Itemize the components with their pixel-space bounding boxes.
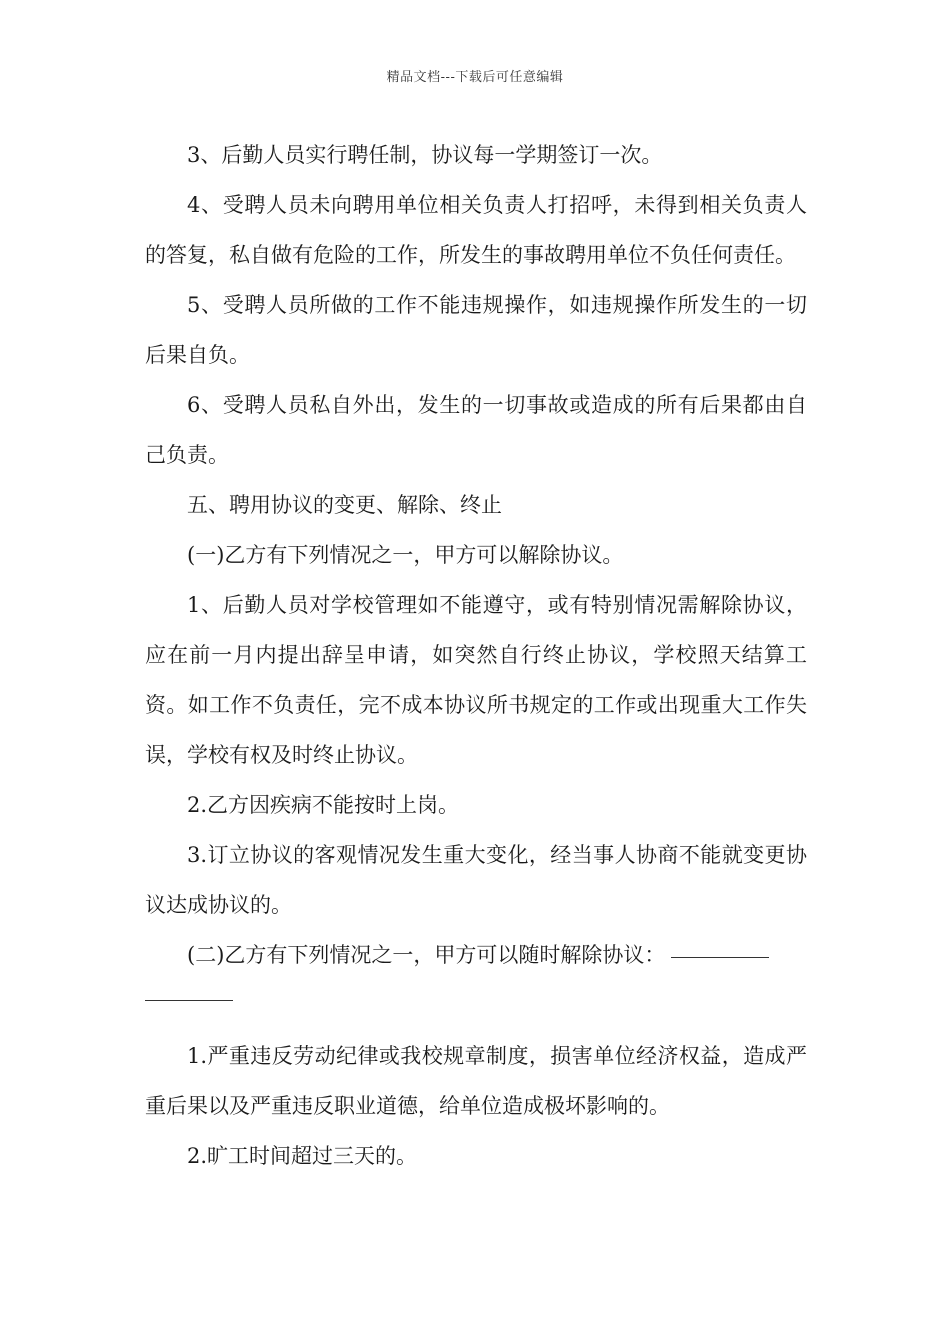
document-body <box>145 130 807 1181</box>
paragraph-clause-b2: 2.旷工时间超过三天的。 <box>187 1144 418 1168</box>
fill-in-blank-line-continued <box>145 980 233 1001</box>
subsection-heading-2 <box>145 930 807 980</box>
paragraph-item-6: 6、受聘人员私自外出，发生的一切事故或造成的所有后果都由自己负责。 <box>145 393 807 467</box>
fill-in-blank-line <box>671 956 769 958</box>
paragraph-item-5: 5、受聘人员所做的工作不能违规操作，如违规操作所发生的一切后果自负。 <box>145 293 807 367</box>
paragraph-clause-3: 3.订立协议的客观情况发生重大变化，经当事人协商不能就变更协议达成协议的。 <box>145 843 807 917</box>
paragraph-clause-b1: 1.严重违反劳动纪律或我校规章制度，损害单位经济权益，造成严重后果以及严重违反职业道德，给单位造成极坏影响的。 <box>145 1044 807 1118</box>
page-header: 精品文档---下载后可任意编辑 <box>386 70 564 85</box>
subsection-heading-2-text: (二)乙方有下列情况之一，甲方可以随时解除协议： <box>187 943 666 967</box>
section-heading-5: 五、聘用协议的变更、解除、终止 <box>187 493 502 517</box>
paragraph-item-4: 4、受聘人员未向聘用单位相关负责人打招呼，未得到相关负责人的答复，私自做有危险的工作，所发生的事故聘用单位不负任何责任。 <box>145 193 807 267</box>
paragraph-clause-1: 1、后勤人员对学校管理如不能遵守，或有特别情况需解除协议，应在前一月内提出辞呈申请，如突然自行终止协议，学校照天结算工资。如工作不负责任，完不成本协议所书规定的工作或出现重大工作失误，学校有权及时终止协议。 <box>145 593 807 767</box>
paragraph-item-3: 3、后勤人员实行聘任制，协议每一学期签订一次。 <box>187 143 663 167</box>
subsection-heading-1: (一)乙方有下列情况之一，甲方可以解除协议。 <box>187 543 624 567</box>
paragraph-clause-2: 2.乙方因疾病不能按时上岗。 <box>187 793 460 817</box>
